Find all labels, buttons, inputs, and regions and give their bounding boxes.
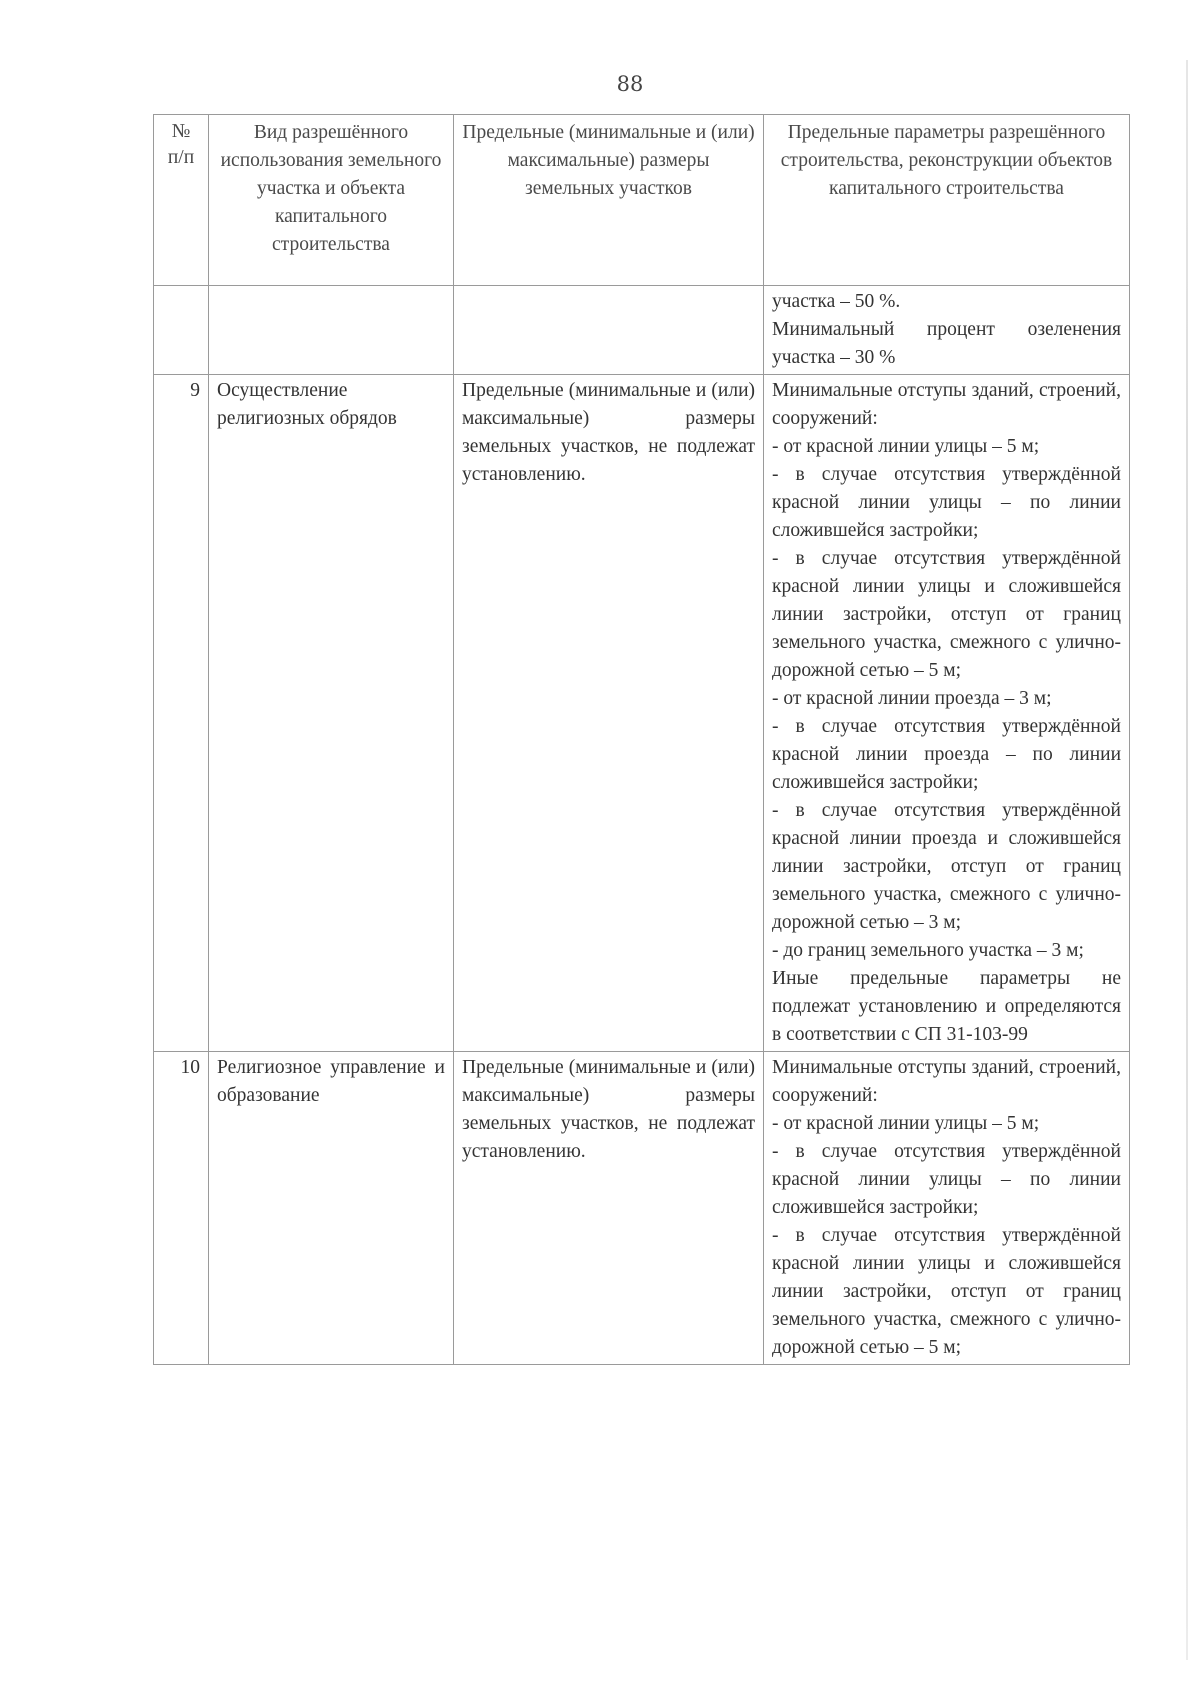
row-plot-sizes	[454, 286, 764, 375]
scan-edge-line	[1186, 60, 1188, 1660]
table-row	[154, 286, 1130, 375]
param-line: Минимальные отступы зданий, строений, сооружений:	[772, 1057, 1121, 1106]
param-line: - в случае отсутствия утверждённой красной линии улицы – по линии сложившейся застройки;	[772, 1141, 1121, 1218]
header-number: № п/п	[154, 115, 209, 286]
row-use-type	[209, 286, 454, 375]
row-params	[764, 1052, 1130, 1365]
row-params	[764, 375, 1130, 1052]
table-header-row	[154, 115, 1130, 286]
param-line: - в случае отсутствия утверждённой красной линии проезда и сложившейся линии застройки, отступ от границ земельного участка, смежного с улично-дорожной сетью – 3 м;	[772, 800, 1121, 933]
row-number: 9	[154, 375, 209, 1052]
table-row	[154, 375, 1130, 1052]
row-plot-sizes: Предельные (минимальные и (или) максимальные) размеры земельных участков, не подлежат установлению.	[454, 375, 764, 1052]
row-number	[154, 286, 209, 375]
param-line: - до границ земельного участка – 3 м;	[772, 940, 1084, 961]
param-line: - от красной линии проезда – 3 м;	[772, 688, 1052, 709]
row-use-type: Религиозное управление и образование	[209, 1052, 454, 1365]
regulations-table	[153, 114, 1130, 1365]
param-line: - в случае отсутствия утверждённой красной линии проезда – по линии сложившейся застройки;	[772, 716, 1121, 793]
header-plot-sizes: Предельные (минимальные и (или) максимальные) размеры земельных участков	[454, 115, 764, 286]
table-row	[154, 1052, 1130, 1365]
header-construction-params: Предельные параметры разрешённого строительства, реконструкции объектов капитального строительства	[764, 115, 1130, 286]
param-line: участка – 50 %.	[772, 291, 901, 312]
header-use-type: Вид разрешённого использования земельного участка и объекта капитального строительства	[209, 115, 454, 286]
param-line: Иные предельные параметры не подлежат установлению и определяются в соответствии с СП 31-103-99	[772, 968, 1121, 1045]
row-params	[764, 286, 1130, 375]
page-number: 88	[616, 72, 644, 96]
row-plot-sizes: Предельные (минимальные и (или) максимальные) размеры земельных участков, не подлежат установлению.	[454, 1052, 764, 1365]
param-line: Минимальные отступы зданий, строений, сооружений:	[772, 380, 1121, 429]
param-line: - в случае отсутствия утверждённой красной линии улицы и сложившейся линии застройки, отступ от границ земельного участка, смежного с улично-дорожной сетью – 5 м;	[772, 1225, 1121, 1358]
param-line: - в случае отсутствия утверждённой красной линии улицы и сложившейся линии застройки, отступ от границ земельного участка, смежного с улично-дорожной сетью – 5 м;	[772, 548, 1121, 681]
param-line: - в случае отсутствия утверждённой красной линии улицы – по линии сложившейся застройки;	[772, 464, 1121, 541]
row-number: 10	[154, 1052, 209, 1365]
param-line: - от красной линии улицы – 5 м;	[772, 1113, 1040, 1134]
row-use-type: Осуществление религиозных обрядов	[209, 375, 454, 1052]
param-line: Минимальный процент озеленения участка – 30 %	[772, 319, 1121, 368]
param-line: - от красной линии улицы – 5 м;	[772, 436, 1040, 457]
